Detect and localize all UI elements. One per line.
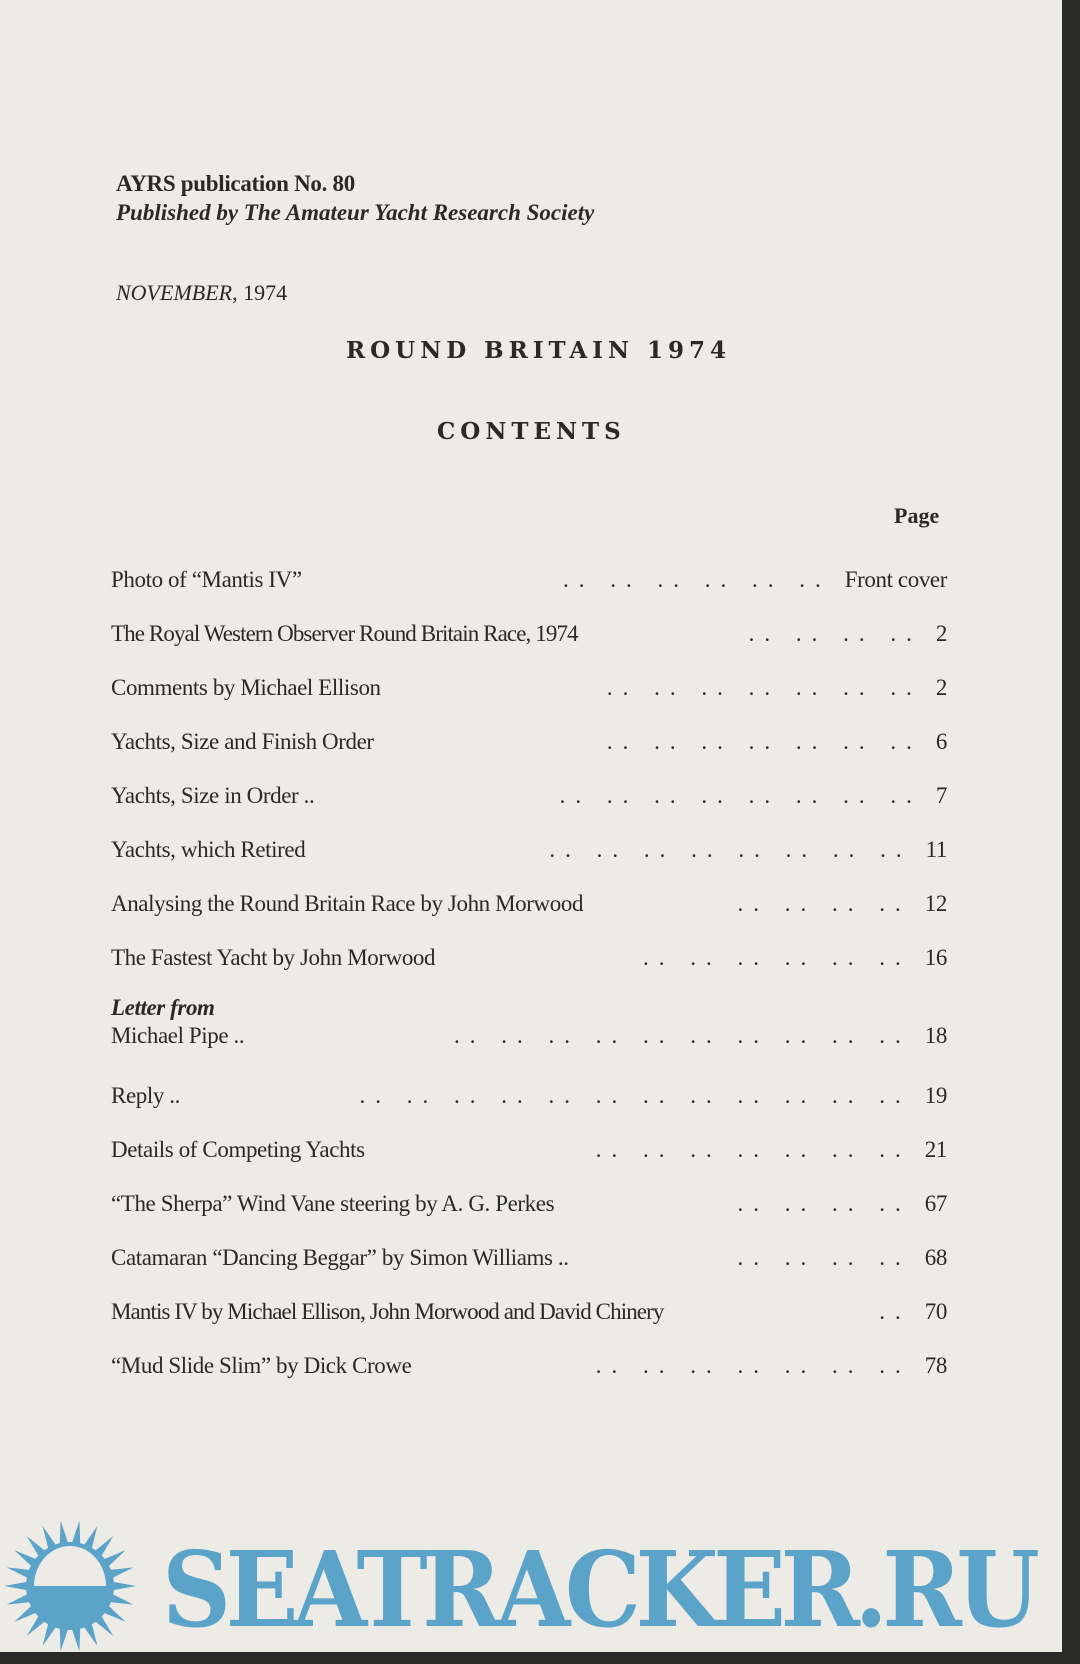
entry-line (111, 565, 947, 595)
entry-page: 19 (924, 1083, 947, 1108)
entry-page: 2 (935, 621, 947, 646)
entry-line (111, 673, 947, 703)
entry-title: Photo of “Mantis IV” (111, 567, 302, 592)
entry-page: 6 (935, 729, 947, 754)
contents-heading: CONTENTS (437, 418, 626, 445)
toc-entry (111, 1081, 947, 1111)
toc-entry (111, 727, 947, 757)
page-title: ROUND BRITAIN 1974 (346, 337, 732, 364)
toc-entry (111, 1243, 947, 1273)
entry-line (111, 943, 947, 973)
leader-dots: .. .. .. .. (737, 1191, 911, 1216)
entry-line (111, 781, 947, 811)
leader-dots: .. .. .. .. .. .. (643, 945, 911, 970)
watermark-text: SEATRACKER.RU (162, 1528, 1035, 1651)
entry-line (111, 835, 947, 865)
leader-dots: .. (879, 1299, 911, 1324)
leader-dots: .. .. .. .. .. .. .. .. (549, 837, 912, 862)
entry-prefix: Letter from (111, 995, 215, 1020)
entry-line (111, 1135, 947, 1165)
toc-entry (111, 619, 947, 649)
entry-page: 11 (925, 837, 947, 862)
leader-dots: .. .. .. .. (737, 891, 911, 916)
leader-dots: .. .. .. .. .. .. .. .. (559, 783, 922, 808)
issue-year: , 1974 (232, 280, 288, 305)
toc-entry (111, 1189, 947, 1219)
toc-entry (111, 781, 947, 811)
entry-line (111, 727, 947, 757)
toc-entry (111, 1135, 947, 1165)
entry-page: 16 (924, 945, 947, 970)
entry-page: 68 (924, 1245, 947, 1270)
entry-title: Mantis IV by Michael Ellison, John Morwood and David Chinery (111, 1299, 664, 1324)
entry-title: Yachts, which Retired (111, 837, 306, 862)
entry-line (111, 1243, 947, 1273)
entry-title: The Royal Western Observer Round Britain Race, 1974 (111, 621, 578, 646)
entry-page: 70 (924, 1299, 947, 1324)
entry-title: Yachts, Size and Finish Order (111, 729, 374, 754)
entry-page: 7 (935, 783, 947, 808)
toc-entry (111, 995, 947, 1051)
entry-title: Analysing the Round Britain Race by John Morwood (111, 891, 584, 916)
page-column-label: Page (894, 503, 940, 528)
toc-entry (111, 565, 947, 595)
leader-dots: .. .. .. .. .. .. .. .. .. .. (454, 1023, 911, 1048)
leader-dots: .. .. .. .. .. .. .. (595, 1137, 911, 1162)
toc-entry (111, 943, 947, 973)
entry-line (111, 1351, 947, 1381)
entry-page: Front cover (844, 567, 947, 592)
publisher: Published by The Amateur Yacht Research Society (116, 200, 595, 225)
entry-title: Catamaran “Dancing Beggar” by Simon Williams .. (111, 1245, 569, 1270)
watermark (0, 1520, 1062, 1652)
entry-page: 67 (924, 1191, 947, 1216)
leader-dots: .. .. .. .. .. .. .. (606, 729, 922, 754)
entry-title: Details of Competing Yachts (111, 1137, 365, 1162)
entry-line (111, 1297, 947, 1327)
entry-page: 2 (935, 675, 947, 700)
entry-page: 21 (924, 1137, 947, 1162)
leader-dots: .. .. .. .. .. .. .. (606, 675, 922, 700)
entry-title: “Mud Slide Slim” by Dick Crowe (111, 1353, 412, 1378)
leader-dots: .. .. .. .. .. .. .. (595, 1353, 911, 1378)
entry-title: Yachts, Size in Order .. (111, 783, 315, 808)
sun-logo-icon (0, 1520, 160, 1652)
leader-dots: .. .. .. .. .. .. .. .. .. .. .. .. (359, 1083, 911, 1108)
issue-date (116, 280, 287, 306)
entry-title: The Fastest Yacht by John Morwood (111, 945, 436, 970)
toc-entry (111, 673, 947, 703)
entry-title: Reply .. (111, 1083, 180, 1108)
leader-dots: .. .. .. .. (737, 1245, 911, 1270)
entry-line (111, 889, 947, 919)
entry-page: 12 (924, 891, 947, 916)
entry-page: 78 (924, 1353, 947, 1378)
entry-page: 18 (924, 1023, 947, 1048)
entry-line (111, 1189, 947, 1219)
toc-entry (111, 1351, 947, 1381)
entry-title: Michael Pipe .. (111, 1023, 245, 1048)
entry-title: “The Sherpa” Wind Vane steering by A. G. Perkes (111, 1191, 555, 1216)
leader-dots: .. .. .. .. .. .. (562, 567, 831, 592)
entry-line (111, 619, 947, 649)
leader-dots: .. .. .. .. (748, 621, 922, 646)
publication-number: AYRS publication No. 80 (116, 171, 355, 196)
entry-title: Comments by Michael Ellison (111, 675, 381, 700)
toc-entry (111, 889, 947, 919)
toc-entry (111, 835, 947, 865)
toc-entry (111, 1297, 947, 1327)
issue-month: NOVEMBER (116, 280, 233, 305)
entry-line (111, 1081, 947, 1111)
entry-line (111, 1021, 947, 1051)
